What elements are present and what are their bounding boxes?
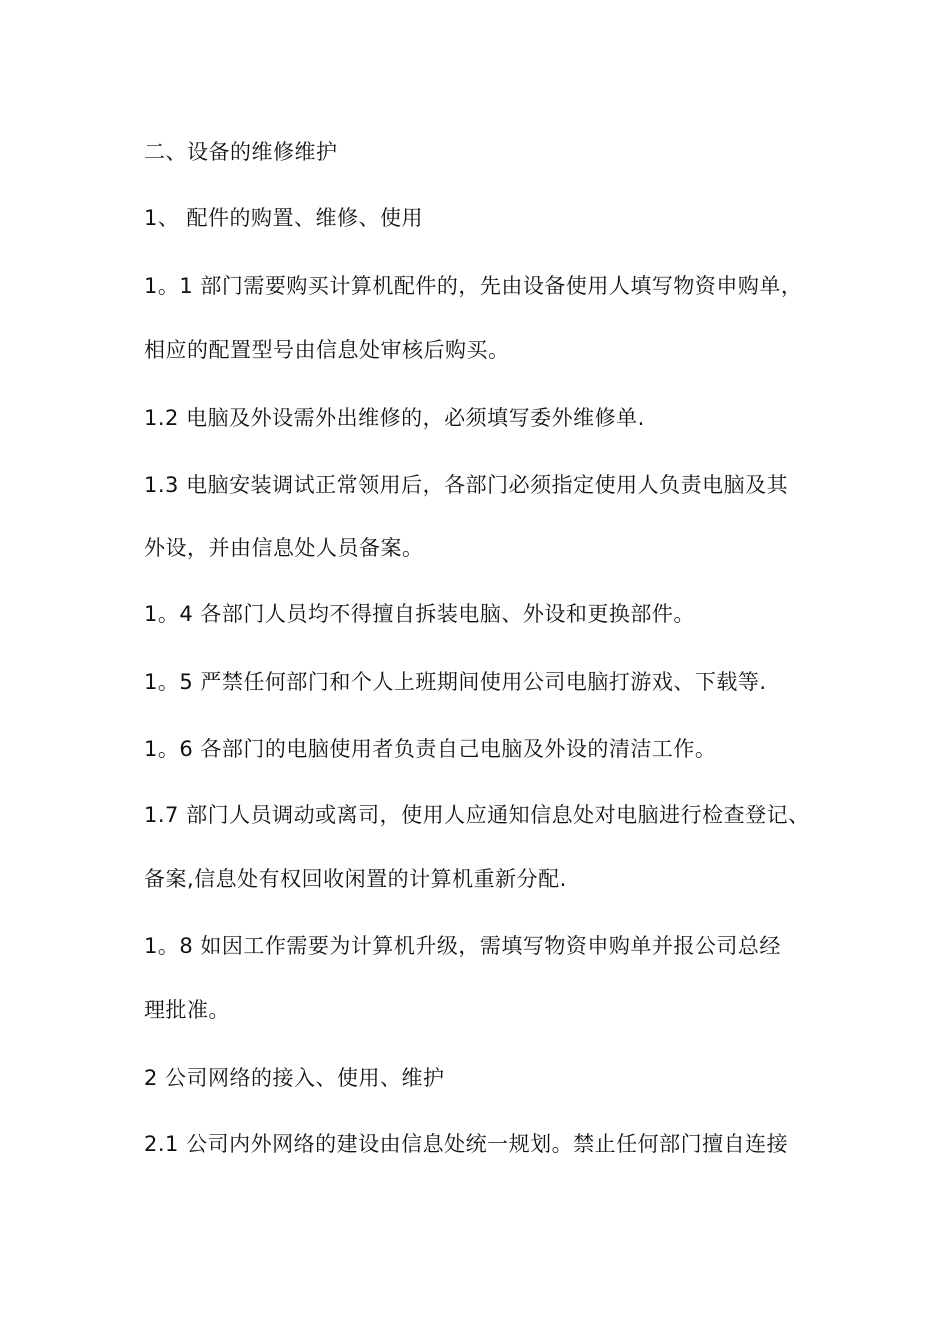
paragraph-line: 备案,信息处有权回收闲置的计算机重新分配. [144, 867, 567, 891]
paragraph-line: 1。8 如因工作需要为计算机升级，需填写物资申购单并报公司总经 [144, 934, 781, 958]
paragraph-line: 2.1 公司内外网络的建设由信息处统一规划。禁止任何部门擅自连接 [144, 1132, 789, 1156]
paragraph-line: 1.3 电脑安装调试正常领用后，各部门必须指定使用人负责电脑及其 [144, 473, 789, 497]
paragraph-line: 外设，并由信息处人员备案。 [144, 536, 424, 560]
paragraph-line: 1。5 严禁任何部门和个人上班期间使用公司电脑打游戏、下载等. [144, 670, 767, 694]
paragraph-line: 1.2 电脑及外设需外出维修的，必须填写委外维修单. [144, 406, 645, 430]
paragraph-line: 1。4 各部门人员均不得擅自拆装电脑、外设和更换部件。 [144, 602, 695, 626]
paragraph-line: 1。1 部门需要购买计算机配件的，先由设备使用人填写物资申购单， [144, 274, 803, 298]
paragraph-line: 1。6 各部门的电脑使用者负责自己电脑及外设的清洁工作。 [144, 737, 717, 761]
subsection-heading-2: 2 公司网络的接入、使用、维护 [144, 1066, 445, 1090]
paragraph-line: 理批准。 [144, 998, 230, 1022]
subsection-heading-1: 1、 配件的购置、维修、使用 [144, 206, 424, 230]
paragraph-line: 相应的配置型号由信息处审核后购买。 [144, 338, 510, 362]
paragraph-line: 1.7 部门人员调动或离司，使用人应通知信息处对电脑进行检查登记、 [144, 803, 810, 827]
section-title: 二、设备的维修维护 [144, 140, 338, 164]
